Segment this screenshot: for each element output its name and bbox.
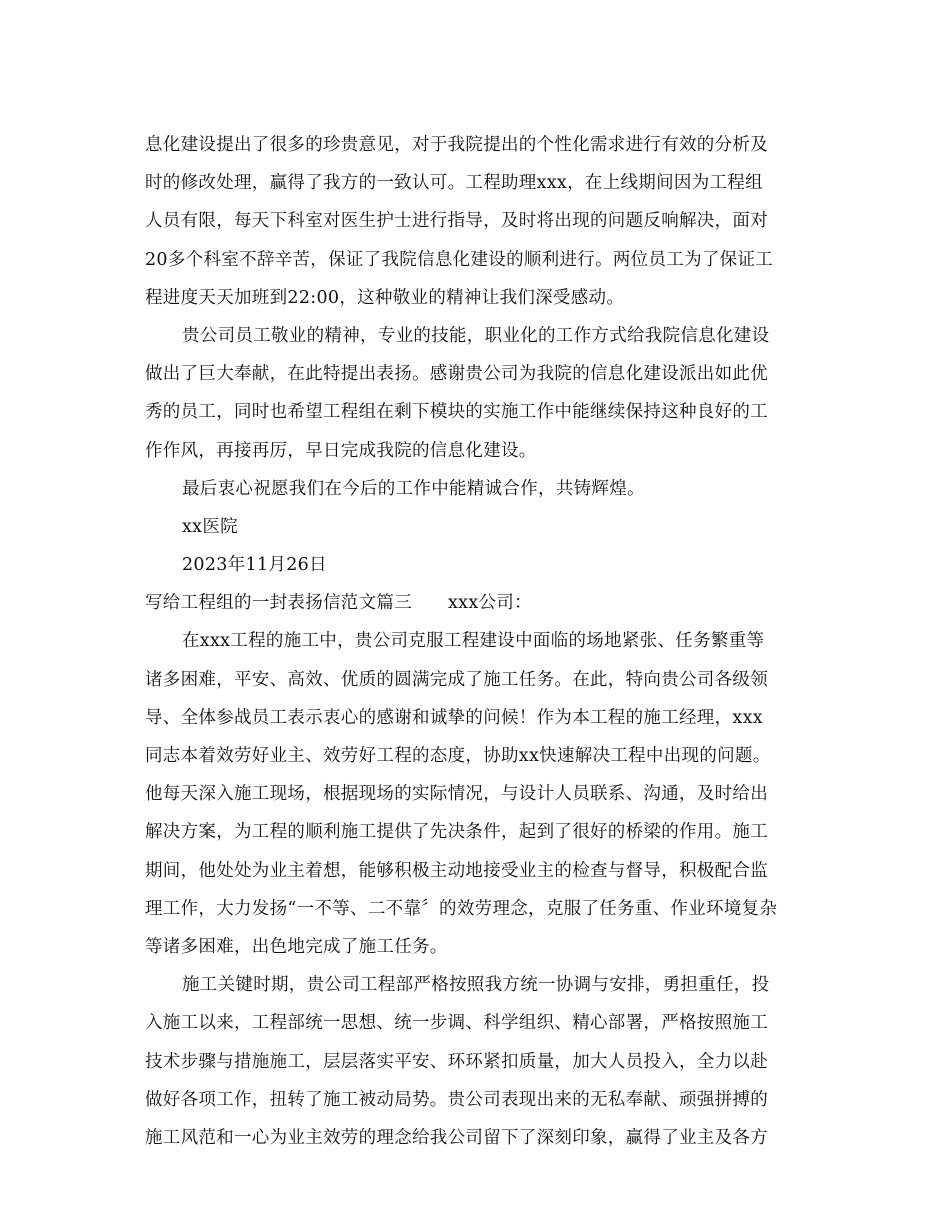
letter-title: 写给工程组的一封表扬信范文篇三 bbox=[145, 593, 412, 614]
text-line: 时的修改处理，赢得了我方的一致认可。工程助理xxx，在上线期间因为工程组 bbox=[145, 173, 763, 194]
text-line: 施工风范和一心为业主效劳的理念给我公司留下了深刻印象，赢得了业主及各方 bbox=[145, 1127, 768, 1148]
text-line: 在xxx工程的施工中，贵公司克服工程建设中面临的场地紧张、任务繁重等 bbox=[182, 631, 765, 652]
letter-two-section bbox=[145, 126, 813, 584]
text-line: 息化建设提出了很多的珍贵意见，对于我院提出的个性化需求进行有效的分析及 bbox=[145, 135, 768, 155]
text-line: 做出了巨大奉献，在此特提出表扬。感谢贵公司为我院的信息化建设派出如此优 bbox=[145, 364, 768, 385]
text-line: 2023年11月26日 bbox=[182, 555, 327, 576]
text-line: 导、全体参战员工表示衷心的感谢和诚挚的问候！作为本工程的施工经理，xxx bbox=[145, 707, 763, 728]
text-line: 人员有限，每天下科室对医生护士进行指导，及时将出现的问题反响解决，面对 bbox=[145, 211, 768, 232]
text-line: 入施工以来，工程部统一思想、统一步调、科学组织、精心部署，严格按照施工 bbox=[145, 1013, 768, 1034]
text-line: 等诸多困难，出色地完成了施工任务。 bbox=[145, 936, 448, 957]
text-line: 最后衷心祝愿我们在今后的工作中能精诚合作，共铸辉煌。 bbox=[182, 478, 645, 499]
text-line: 作作风，再接再厉，早日完成我院的信息化建设。 bbox=[145, 440, 537, 461]
text-line: 他每天深入施工现场，根据现场的实际情况，与设计人员联系、沟通，及时给出 bbox=[145, 784, 768, 805]
letter-recipient: xxx公司： bbox=[448, 593, 532, 614]
text-line: 期间，他处处为业主着想，能够积极主动地接受业主的检查与督导，积极配合监 bbox=[145, 860, 768, 881]
text-line: 同志本着效劳好业主、效劳好工程的态度，协助xx快速解决工程中出现的问题。 bbox=[145, 746, 771, 766]
text-line: 做好各项工作，扭转了施工被动局势。贵公司表现出来的无私奉献、顽强拼搏的 bbox=[145, 1089, 768, 1110]
text-line: 贵公司员工敬业的精神，专业的技能，职业化的工作方式给我院信息化建设 bbox=[182, 325, 770, 346]
document-body bbox=[145, 126, 813, 1157]
letter-three-section bbox=[145, 622, 813, 1157]
text-line: 施工关键时期，贵公司工程部严格按照我方统一协调与安排，勇担重任，投 bbox=[182, 975, 770, 996]
letter-three-heading bbox=[145, 584, 813, 622]
text-line: 20多个科室不辞辛苦，保证了我院信息化建设的顺利进行。两位员工为了保证工 bbox=[145, 249, 774, 270]
text-line: 秀的员工，同时也希望工程组在剩下模块的实施工作中能继续保持这种良好的工 bbox=[145, 402, 768, 423]
text-line: 技术步骤与措施施工，层层落实平安、环环紧扣质量，加大人员投入，全力以赴 bbox=[145, 1051, 768, 1072]
text-line: 解决方案，为工程的顺利施工提供了先决条件，起到了很好的桥梁的作用。施工 bbox=[145, 822, 768, 843]
heading-spacer bbox=[412, 584, 448, 622]
text-line: xx医院 bbox=[182, 516, 238, 537]
text-line: 诸多困难，平安、高效、优质的圆满完成了施工任务。在此，特向贵公司各级领 bbox=[145, 669, 768, 690]
text-line: 程进度天天加班到22:00，这种敬业的精神让我们深受感动。 bbox=[145, 287, 625, 308]
text-line: 理工作，大力发扬“一不等、二不靠〞的效劳理念，克服了任务重、作业环境复杂 bbox=[145, 898, 778, 919]
